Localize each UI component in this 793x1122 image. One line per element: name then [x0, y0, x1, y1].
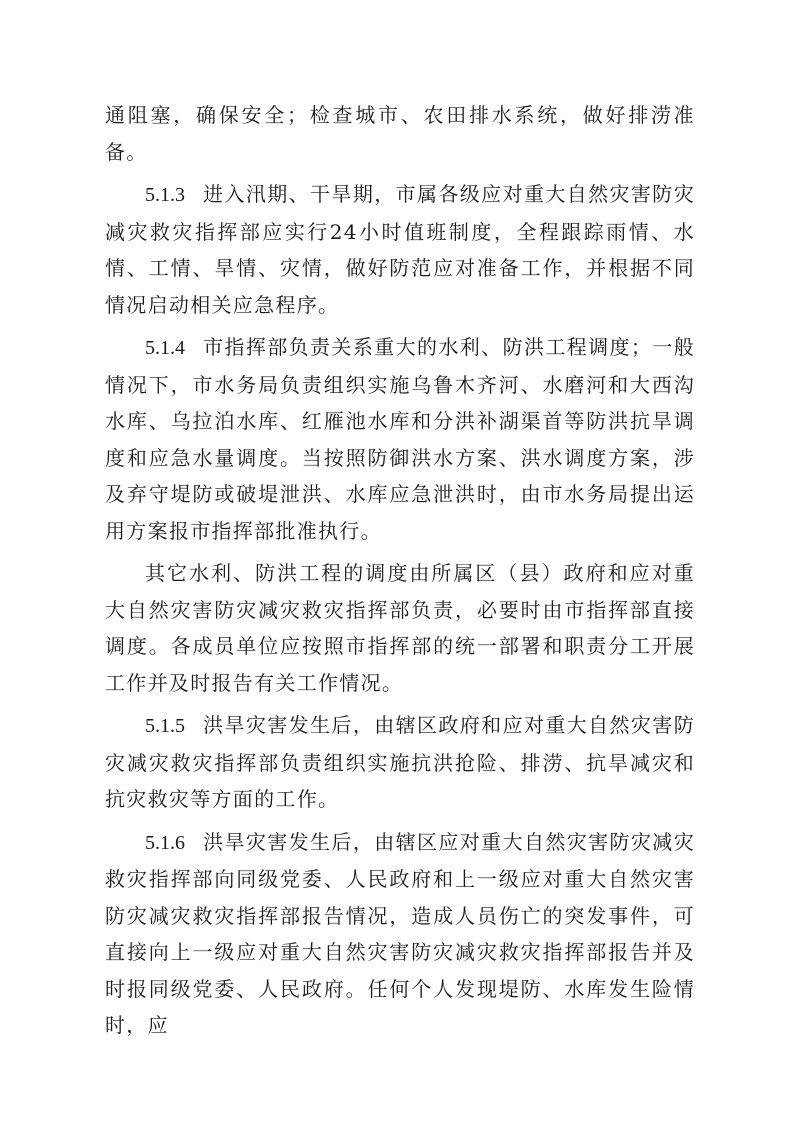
paragraph-5-1-4 [105, 329, 695, 549]
paragraph-text: 洪旱灾害发生后，由辖区政府和应对重大自然灾害防灾减灾救灾指挥部负责组织实施抗洪抢险、排涝、抗旱减灾和抗灾救灾等方面的工作。 [105, 713, 695, 811]
paragraph-text: 进入汛期、干旱期，市属各级应对重大自然灾害防灾减灾救灾指挥部应实行24小时值班制度，全程跟踪雨情、水情、工情、旱情、灾情，做好防范应对准备工作，并根据不同情况启动相关应急程序。 [105, 182, 695, 317]
document-body [105, 97, 695, 1044]
section-number: 5.1.6 [145, 831, 185, 854]
paragraph-text: 通阻塞，确保安全；检查城市、农田排水系统，做好排涝准备。 [105, 103, 695, 164]
paragraph-5-1-3 [105, 176, 695, 323]
paragraph-text: 市指挥部负责关系重大的水利、防洪工程调度；一般情况下，市水务局负责组织实施乌鲁木齐河、水磨河和大西沟水库、乌拉泊水库、红雁池水库和分洪补湖渠首等防洪抗旱调度和应急水量调度。当按照防御洪水方案、洪水调度方案，涉及弃守堤防或破堤泄洪、水库应急泄洪时，由市水务局提出运用方案报市指挥部批准执行。 [105, 335, 695, 543]
paragraph-other-projects [105, 555, 695, 701]
paragraph-text: 洪旱灾害发生后，由辖区应对重大自然灾害防灾减灾救灾指挥部向同级党委、人民政府和上一级应对重大自然灾害防灾减灾救灾指挥部报告情况，造成人员伤亡的突发事件，可直接向上一级应对重大自然灾害防灾减灾救灾指挥部报告并及时报同级党委、人民政府。任何个人发现堤防、水库发生险情时，应 [105, 829, 695, 1037]
paragraph-continuation [105, 97, 695, 170]
paragraph-5-1-6 [105, 824, 695, 1044]
section-number: 5.1.5 [145, 715, 185, 737]
paragraph-text: 其它水利、防洪工程的调度由所属区（县）政府和应对重大自然灾害防灾减灾救灾指挥部负责，必要时由市指挥部直接调度。各成员单位应按照市指挥部的统一部署和职责分工开展工作并及时报告有关工作情况。 [105, 561, 695, 695]
section-number: 5.1.4 [145, 337, 185, 359]
paragraph-5-1-5 [105, 707, 695, 818]
section-number: 5.1.3 [145, 184, 185, 206]
